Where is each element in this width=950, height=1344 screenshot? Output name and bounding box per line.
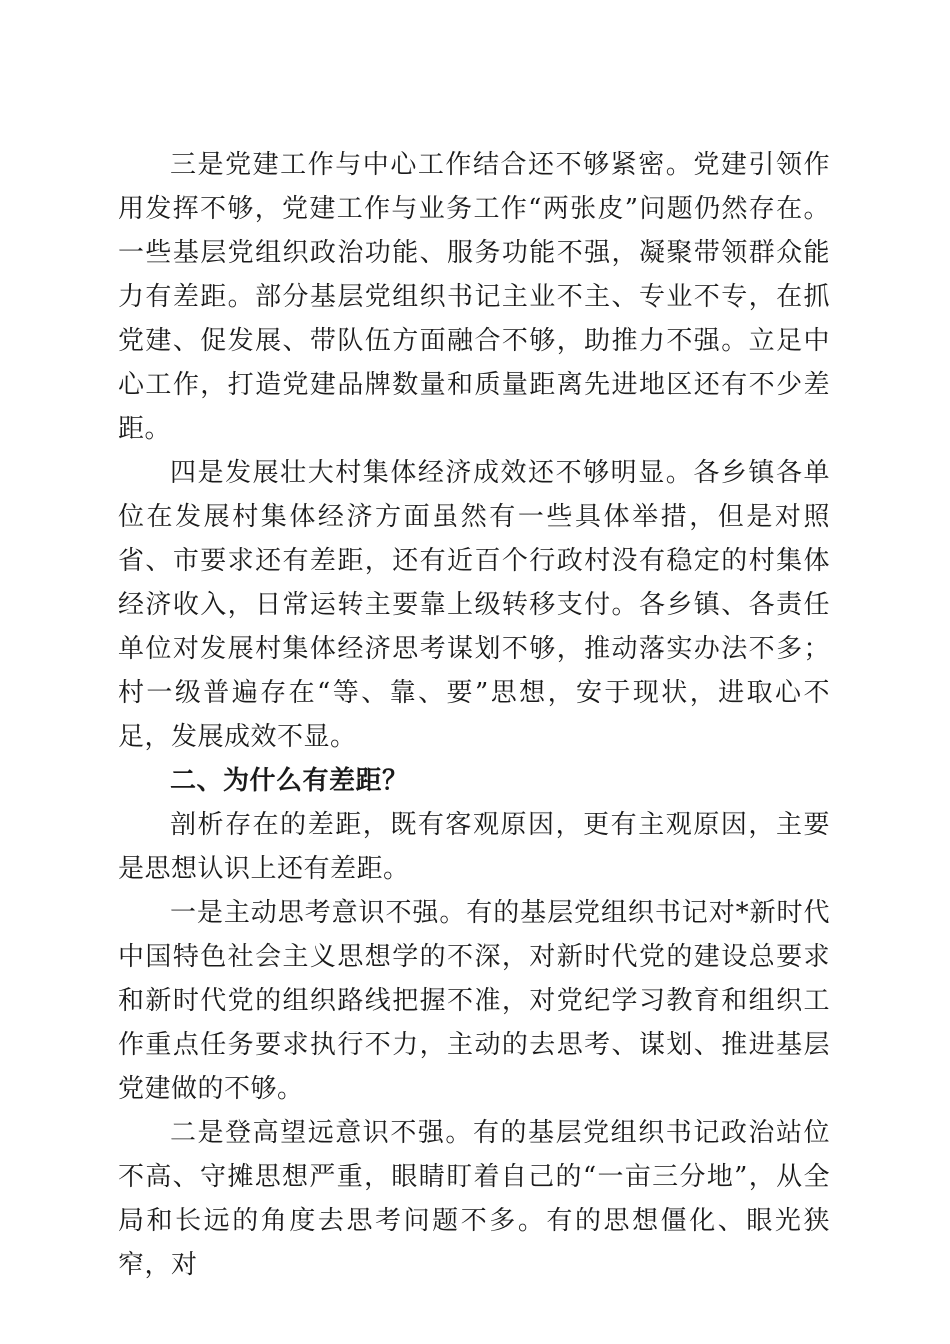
paragraph-active-thinking: 一是主动思考意识不强。有的基层党组织书记对*新时代中国特色社会主义思想学的不深，对新时代党的建设总要求和新时代党的组织路线把握不准，对党纪学习教育和组织工作重点任务要求执行不力，主动的去思考、谋划、推进基层党建做的不够。 bbox=[118, 898, 830, 1104]
section-heading-why-gap: 二、为什么有差距？ bbox=[170, 766, 409, 796]
paragraph-party-building-integration: 三是党建工作与中心工作结合还不够紧密。党建引领作用发挥不够，党建工作与业务工作“两张皮”问题仍然存在。一些基层党组织政治功能、服务功能不强，凝聚带领群众能力有差距。部分基层党组织书记主业不主、专业不专，在抓党建、促发展、带队伍方面融合不够，助推力不强。立足中心工作，打造党建品牌数量和质量距离先进地区还有不少差距。 bbox=[118, 150, 830, 444]
document-body bbox=[118, 143, 830, 1287]
paragraph-gap-analysis-intro: 剖析存在的差距，既有客观原因，更有主观原因，主要是思想认识上还有差距。 bbox=[118, 810, 830, 884]
paragraph-long-term-vision: 二是登高望远意识不强。有的基层党组织书记政治站位不高、守摊思想严重，眼睛盯着自己的“一亩三分地”，从全局和长远的角度去思考问题不多。有的思想僵化、眼光狭窄，对 bbox=[118, 1118, 830, 1280]
paragraph-village-collective-economy: 四是发展壮大村集体经济成效还不够明显。各乡镇各单位在发展村集体经济方面虽然有一些具体举措，但是对照省、市要求还有差距，还有近百个行政村没有稳定的村集体经济收入，日常运转主要靠上级转移支付。各乡镇、各责任单位对发展村集体经济思考谋划不够，推动落实办法不多；村一级普遍存在“等、靠、要”思想，安于现状，进取心不足，发展成效不显。 bbox=[118, 458, 830, 752]
